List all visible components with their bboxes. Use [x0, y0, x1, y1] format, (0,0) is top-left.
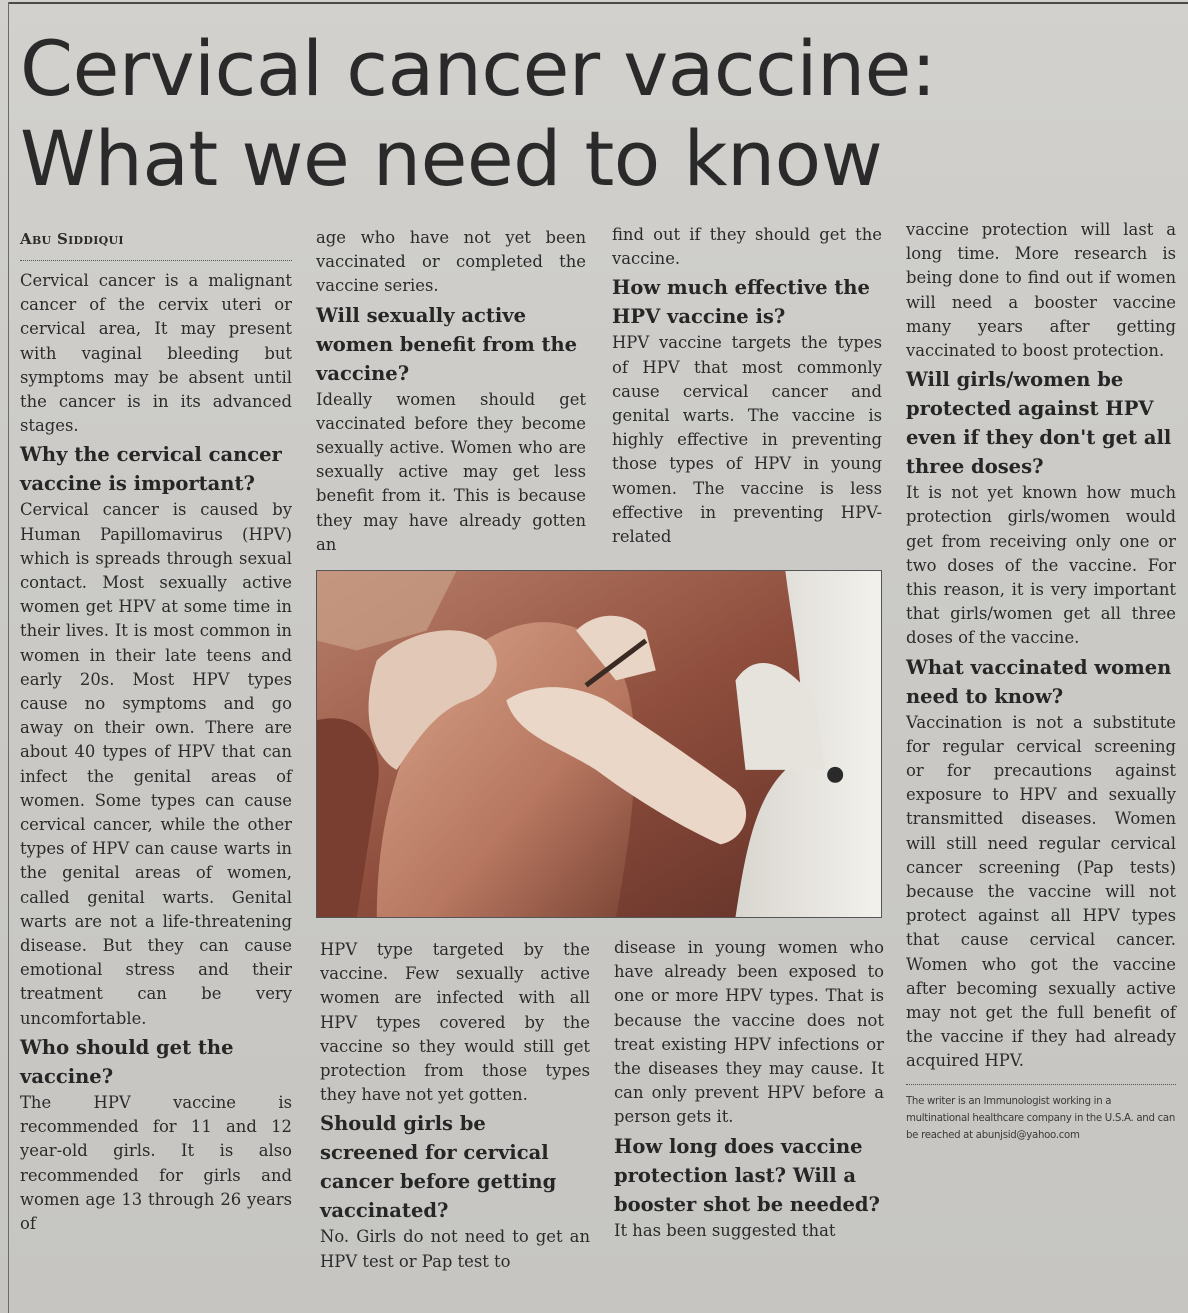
column-3-top	[612, 223, 882, 549]
subheading: How much effective the HPV vaccine is?	[612, 276, 870, 329]
subheading: How long does vaccine protection last? Will a booster shot be needed?	[614, 1134, 880, 1216]
top-rule	[8, 2, 1188, 4]
headline	[20, 24, 1170, 204]
paragraph: Cervical cancer is a malignant cancer of the cervix uteri or cervical area, It may present with vaginal bleeding but symptoms may be absent until the cancer is in its advanced stages.	[20, 271, 292, 436]
paragraph: disease in young women who have already been exposed to one or more HPV types. That is because the vaccine does not treat existing HPV infections or the diseases they may cause. It can only prevent HPV before a person gets it.	[614, 938, 884, 1127]
paragraph: age who have not yet been vaccinated or completed the vaccine series.	[316, 228, 586, 296]
headline-line-1: Cervical cancer vaccine:	[20, 24, 937, 113]
column-2-bottom	[320, 938, 590, 1274]
subheading: What vaccinated women need to know?	[906, 655, 1172, 708]
subheading: Will sexually active women benefit from the vaccine?	[316, 303, 578, 385]
vaccination-illustration	[317, 571, 881, 917]
paragraph: It is not yet known how much protection girls/women would get from receiving only one or two doses of the vaccine. For this reason, it is very important that girls/women get all three doses of the vaccine.	[906, 483, 1176, 648]
paragraph: find out if they should get the vaccine.	[612, 225, 882, 269]
paragraph: Cervical cancer is caused by Human Papillomavirus (HPV) which is spreads through sexual contact. Most sexually active women get HPV at some time in their lives. It is most common in women in their late teens and early 20s. Most HPV types cause no symptoms and go away on their own. There are about 40 types of HPV that can infect the genital areas of women. Some types can cause cervical cancer, while the other types of HPV can cause warts in the genital areas of women, called genital warts. Genital warts are not a life-threatening disease. But they can cause emotional stress and their treatment can be very uncomfortable.	[20, 500, 292, 1028]
paragraph: vaccine protection will last a long time. More research is being done to find out if women will need a booster vaccine many years after getting vaccinated to boost protection.	[906, 220, 1176, 361]
paragraph: HPV vaccine targets the types of HPV that most commonly cause cervical cancer and genital warts. The vaccine is highly effective in preventing those types of HPV in young women. The vaccine is less effective in preventing HPV-related	[612, 333, 882, 547]
subheading: Should girls be screened for cervical cancer before getting vaccinated?	[320, 1112, 557, 1223]
paragraph: HPV type targeted by the vaccine. Few sexually active women are infected with all HPV types covered by the vaccine so they would still get protection from those types they have not yet gotten.	[320, 940, 590, 1105]
subheading: Why the cervical cancer vaccine is important?	[20, 443, 282, 496]
paragraph: It has been suggested that	[614, 1220, 836, 1240]
author-note: The writer is an Immunologist working in a multinational healthcare company in the U.S.A. and can be reached at abunjsid@yahoo.com	[906, 1095, 1175, 1141]
subheading: Who should get the vaccine?	[20, 1035, 234, 1088]
byline: Abu Siddiqui	[20, 230, 124, 248]
headline-line-2: What we need to know	[20, 114, 883, 203]
paragraph: Ideally women should get vaccinated before they become sexually active. Women who are sexually active may get less benefit from it. This is because they may have already gotten an	[316, 389, 586, 554]
subheading: Will girls/women be protected against HPV even if they don't get all three doses?	[906, 368, 1172, 479]
vaccination-photo	[316, 570, 882, 918]
column-2-top	[316, 226, 586, 557]
paragraph: No. Girls do not need to get an HPV test or Pap test to	[320, 1227, 590, 1271]
paragraph: Vaccination is not a substitute for regular cervical screening or for precautions against exposure to HPV and sexually transmitted diseases. Women will still need regular cervical cancer screening (Pap tests) because the vaccine will not protect against all HPV types that cause cervical cancer. Women who got the vaccine after becoming sexually active may not get the full benefit of the vaccine if they had already acquired HPV.	[906, 712, 1176, 1071]
byline-divider	[20, 256, 292, 261]
column-4	[906, 218, 1176, 1144]
note-divider	[906, 1080, 1176, 1085]
column-1	[20, 228, 292, 1236]
left-rule	[8, 2, 9, 1313]
paragraph: The HPV vaccine is recommended for 11 and 12 year-old girls. It is also recommended for girls and women age 13 through 26 years of	[20, 1092, 292, 1233]
column-3-bottom	[614, 936, 884, 1243]
